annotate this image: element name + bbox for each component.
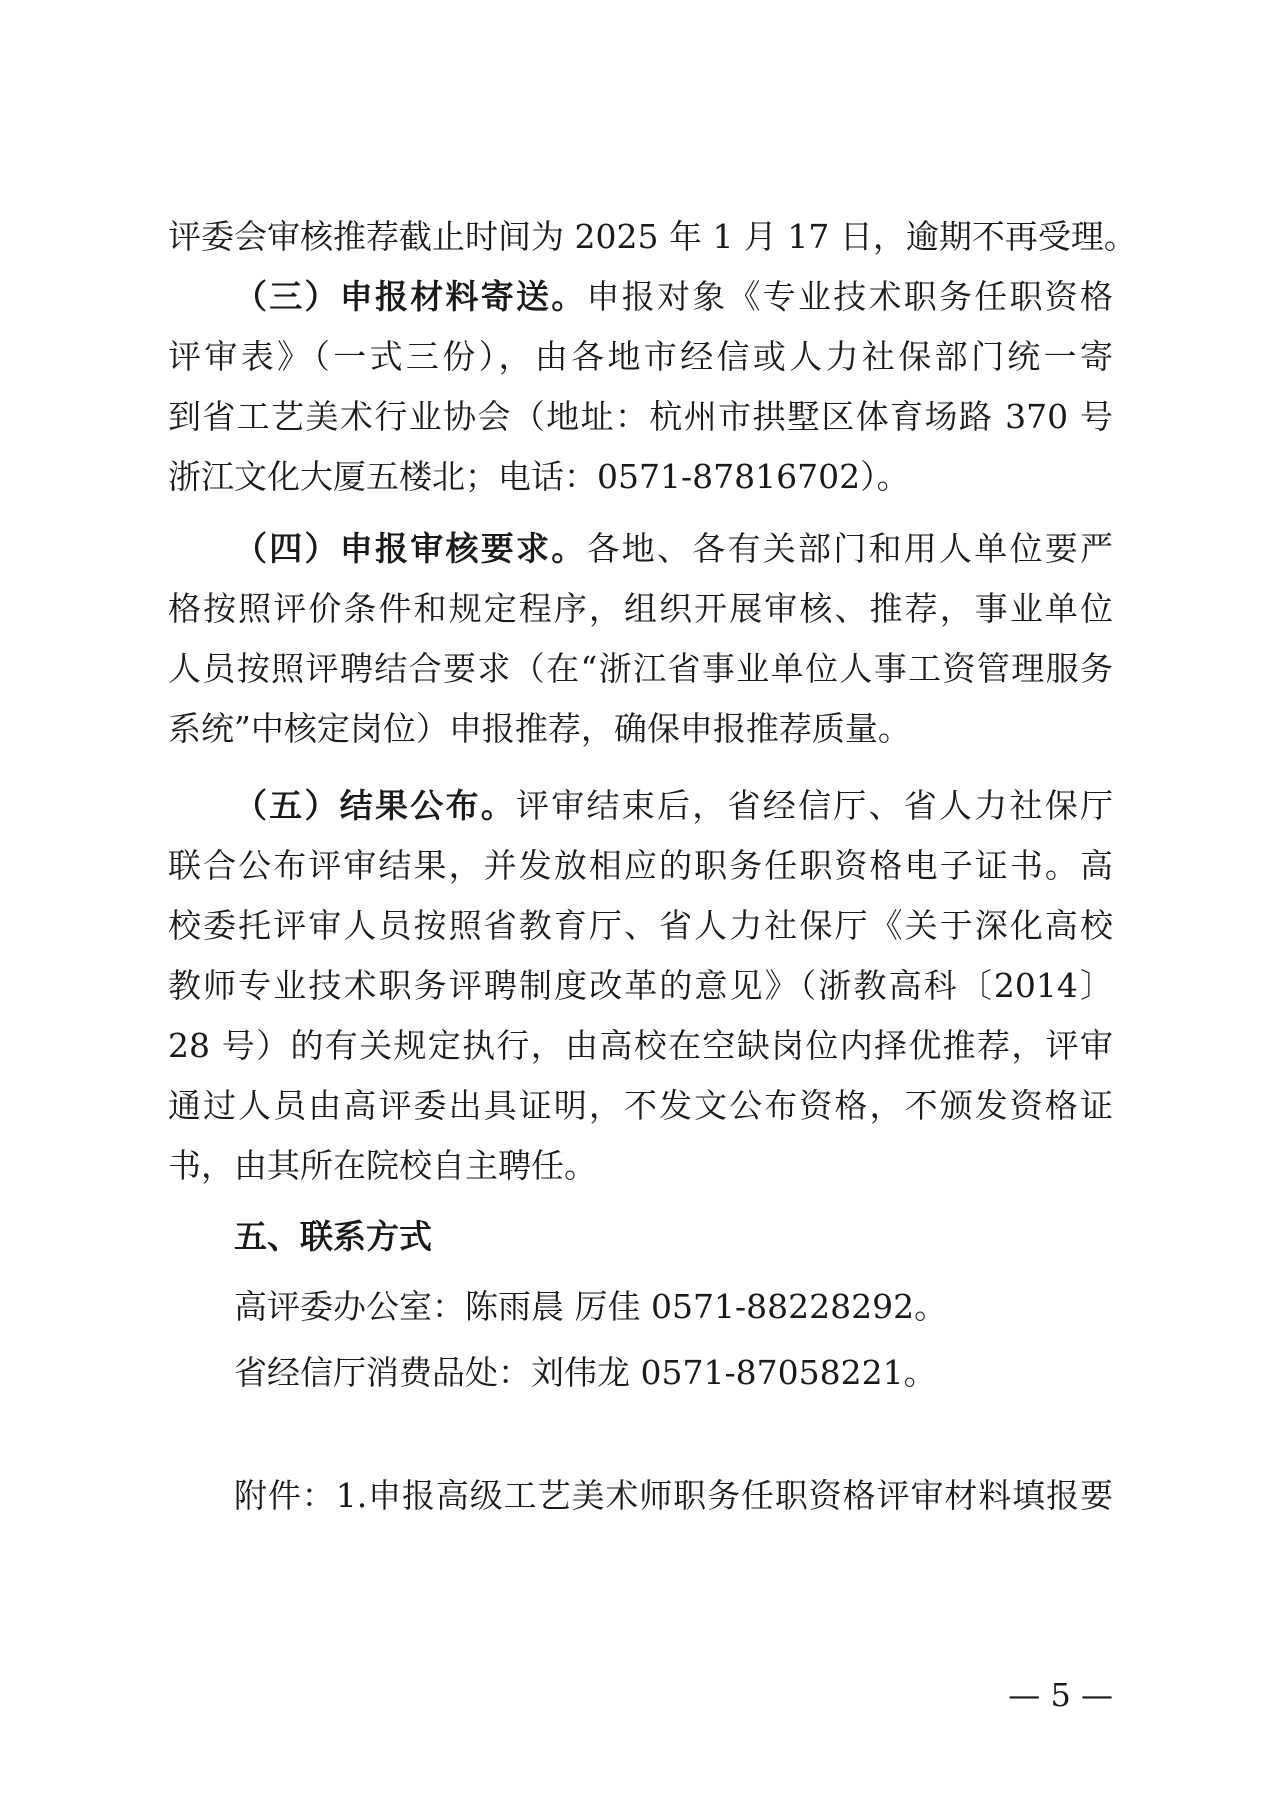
line-text: 评审结束后，省经信厅、省人力社保厅: [516, 786, 1113, 825]
section-three-heading: （三）申报材料寄送。: [234, 277, 587, 316]
body-line: [168, 709, 1113, 749]
line-text: 系统”中核定岗位）申报推荐，确保申报推荐质量。: [168, 709, 911, 748]
section-five-heading: （五）结果公布。: [234, 786, 516, 825]
line-text: 评审表》（一式三份），由各地市经信或人力社保部门统一寄: [168, 337, 1113, 376]
body-line: [168, 397, 1113, 437]
body-line: [168, 1086, 1113, 1126]
contact-line-department: 省经信厅消费品处：刘伟龙 0571-87058221。: [234, 1353, 937, 1392]
section-four-heading: （四）申报审核要求。: [234, 529, 587, 568]
body-line: [168, 1026, 1113, 1066]
line-text: 通过人员由高评委出具证明，不发文公布资格，不颁发资格证: [168, 1086, 1113, 1125]
attachment-line: 附件：1.申报高级工艺美术师职务任职资格评审材料填报要: [234, 1476, 1113, 1515]
contact-heading: 五、联系方式: [234, 1217, 432, 1256]
body-line: [168, 1146, 1113, 1186]
line-text: 浙江文化大厦五楼北；电话：0571-87816702）。: [168, 457, 910, 496]
line-text: 28 号）的有关规定执行，由高校在空缺岗位内择优推荐，评审: [168, 1026, 1113, 1065]
line-text: 校委托评审人员按照省教育厅、省人力社保厅《关于深化高校: [168, 906, 1113, 945]
line-text: 评委会审核推荐截止时间为 2025 年 1 月 17 日，逾期不再受理。: [168, 217, 1137, 256]
line-text: 格按照评价条件和规定程序，组织开展审核、推荐，事业单位: [168, 589, 1113, 628]
body-line: [168, 846, 1113, 886]
body-line: [168, 457, 1113, 497]
body-line: [168, 966, 1113, 1006]
section-four-line: [234, 529, 1113, 569]
line-text: 到省工艺美术行业协会（地址：杭州市拱墅区体育场路 370 号: [168, 397, 1113, 436]
section-five-line: [234, 786, 1113, 826]
body-line: [168, 649, 1113, 689]
line-text: 书，由其所在院校自主聘任。: [168, 1146, 597, 1185]
section-three-line: [234, 277, 1113, 317]
line-text: 申报对象《专业技术职务任职资格: [586, 277, 1113, 316]
line-text: 各地、各有关部门和用人单位要严: [586, 529, 1113, 568]
body-line: [168, 589, 1113, 629]
page-number: — 5 —: [1008, 1676, 1113, 1714]
line-text: 联合公布评审结果，并发放相应的职务任职资格电子证书。高: [168, 846, 1113, 885]
body-line: [168, 217, 1137, 257]
line-text: 教师专业技术职务评聘制度改革的意见》（浙教高科〔2014〕: [168, 966, 1113, 1005]
contact-line-office: 高评委办公室：陈雨晨 厉佳 0571-88228292。: [234, 1287, 948, 1326]
body-line: [168, 337, 1113, 377]
line-text: 人员按照评聘结合要求（在“浙江省事业单位人事工资管理服务: [168, 649, 1113, 688]
body-line: [168, 906, 1113, 946]
